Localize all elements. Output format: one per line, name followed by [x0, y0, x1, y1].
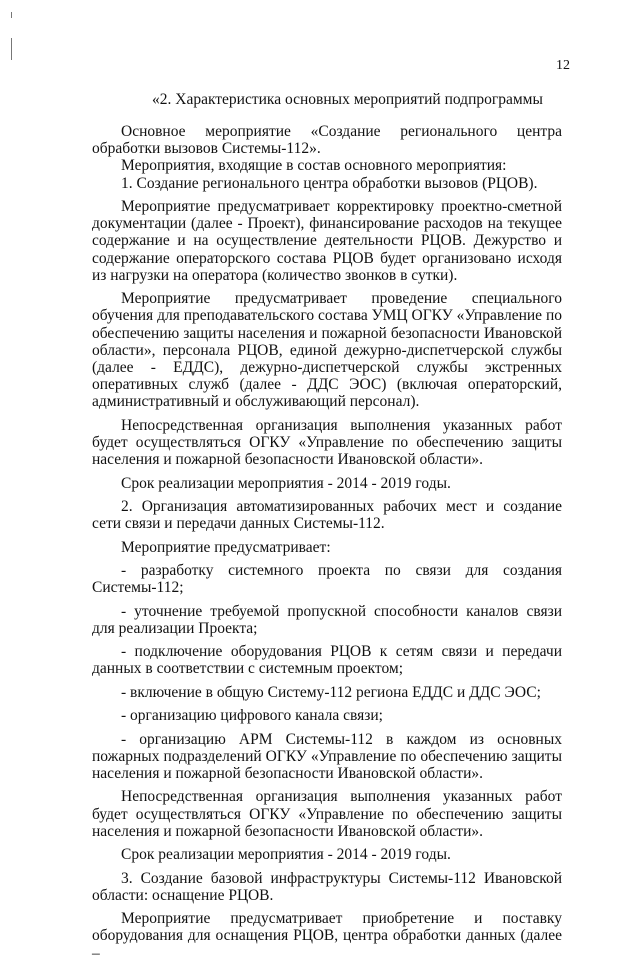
paragraph: Основное мероприятие «Создание регионального центра обработки вызовов Системы-112».: [92, 123, 562, 158]
list-item: - разработку системного проекта по связи для создания Системы-112;: [92, 561, 562, 597]
paragraph: Мероприятие предусматривает:: [121, 538, 331, 556]
list-item: - организацию цифрового канала связи;: [121, 707, 383, 725]
paragraph: Срок реализации мероприятия - 2014 - 2019 годы.: [121, 846, 451, 864]
paragraph: 2. Организация автоматизированных рабочих мест и создание сети связи и передачи данных Системы-112.: [92, 498, 562, 533]
section-heading: «2. Характеристика основных мероприятий подпрограммы: [152, 91, 543, 108]
paragraph: Срок реализации мероприятия - 2014 - 2019 годы.: [121, 474, 451, 492]
paragraph: 3. Создание базовой инфраструктуры Системы-112 Ивановской области: оснащение РЦОВ.: [92, 869, 562, 904]
paragraph: Непосредственная организация выполнения указанных работ будет осуществляться ОГКУ «Управление по обеспечению защиты населения и пожарной безопасности Ивановской области».: [92, 416, 562, 469]
list-item: - подключение оборудования РЦОВ к сетям связи и передачи данных в соответствии с системным проектом;: [92, 643, 562, 678]
paragraph: Непосредственная организация выполнения указанных работ будет осуществляться ОГКУ «Управление по обеспечению защиты населения и пожарной безопасности Ивановской области».: [92, 788, 562, 840]
paragraph: Мероприятие предусматривает приобретение и поставку оборудования для оснащения РЦОВ, центра обработки данных (далее –: [92, 910, 562, 962]
paragraph: Мероприятие предусматривает корректировку проектно-сметной документации (далее - Проект), финансирование расходов на текущее содержание и на осуществление деятельности РЦОВ. Дежурство и содержание операторского состава РЦОВ будет организовано исходя из нагрузки на оператора (количество звонков в сутки).: [92, 198, 562, 284]
paragraph: Мероприятие предусматривает проведение специального обучения для преподавательского состава УМЦ ОГКУ «Управление по обеспечению защиты населения и пожарной безопасности Ивановской области», персонала РЦОВ, единой дежурно-диспетчерской службы (далее - ЕДДС), дежурно-диспетчерской службы экстренных оперативных служб (далее - ДДС ЭОС) (включая операторский, административный и обслуживающий персонал).: [92, 290, 562, 411]
list-item: - уточнение требуемой пропускной способности каналов связи для реализации Проекта;: [92, 602, 562, 637]
paragraph: 1. Создание регионального центра обработки вызовов (РЦОВ).: [121, 174, 538, 192]
scan-mark: [11, 38, 12, 60]
list-item: - включение в общую Систему-112 региона ЕДДС и ДДС ЭОС;: [121, 683, 541, 701]
document-body: [92, 123, 562, 968]
paragraph: Мероприятия, входящие в состав основного мероприятия:: [121, 157, 507, 175]
list-item: - организацию АРМ Системы-112 в каждом из основных пожарных подразделений ОГКУ «Управление по обеспечению защиты населения и пожарной безопасности Ивановской области».: [92, 730, 562, 782]
page-number: 12: [556, 58, 570, 73]
scan-mark: [11, 12, 12, 18]
